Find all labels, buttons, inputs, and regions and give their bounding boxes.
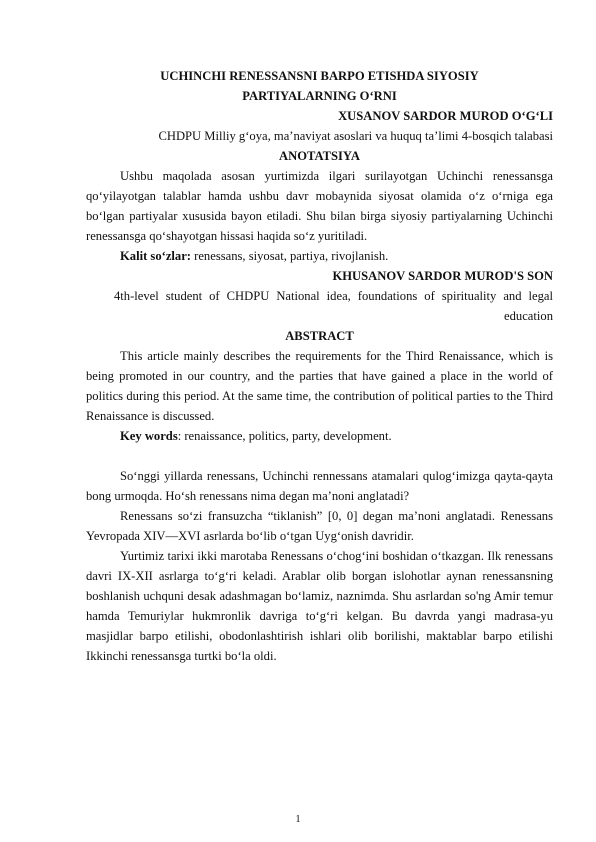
body-paragraph-1: So‘nggi yillarda renessans, Uchinchi rennessans atamalari qulog‘imizga qayta-qayta bong urmoqda. Ho‘sh renessans nima degan ma’noni anglatadi? — [86, 469, 553, 503]
affiliation-en: 4th-level student of CHDPU National idea, foundations of spirituality and legal education — [114, 289, 553, 323]
page-number: 1 — [295, 814, 301, 825]
keywords-label-en: Key words — [120, 429, 178, 443]
page-content — [86, 66, 553, 666]
abstract-heading-uz: ANOTATSIYA — [279, 149, 360, 163]
title-line-2: PARTIYALARNING O‘RNI — [242, 89, 397, 103]
abstract-en: This article mainly describes the requirements for the Third Renaissance, which is being promoted in our country, and the parties that have gained a place in the world of politics during this period. At the same time, the contribution of political parties to the Third Renaissance is discussed. — [86, 349, 553, 423]
title-line-1: UCHINCHI RENESSANSNI BARPO ETISHDA SIYOSIY — [160, 69, 479, 83]
abstract-heading-en: ABSTRACT — [285, 329, 354, 343]
affiliation-uz: CHDPU Milliy g‘oya, ma’naviyat asoslari va huquq ta’limi 4-bosqich talabasi — [158, 129, 553, 143]
keywords-label-uz: Kalit so‘zlar: — [120, 249, 191, 263]
paragraph-gap — [86, 446, 553, 466]
body-paragraph-2: Renessans so‘zi fransuzcha “tiklanish” [0, 0] degan ma’noni anglatadi. Renessans Yevropada XIV—XVI asrlarda bo‘lib o‘tgan Uyg‘onish davridir. — [86, 509, 553, 543]
author-uz: XUSANOV SARDOR MUROD O‘G‘LI — [338, 109, 553, 123]
keywords-en — [86, 426, 553, 446]
abstract-uz: Ushbu maqolada asosan yurtimizda ilgari surilayotgan Uchinchi renessansga qo‘yilayotgan talablar hamda ushbu davr mobaynida siyosat olamida o‘z o‘rniga ega bo‘lgan partiyalar xususida bayon etiladi. Shu bilan birga siyosiy partiyalarning Uchinchi renessansga qo‘shayotgan hissasi haqida so‘z yuritiladi. — [86, 169, 553, 243]
author-en: KHUSANOV SARDOR MUROD'S SON — [332, 269, 553, 283]
body-paragraph-3: Yurtimiz tarixi ikki marotaba Renessans o‘chog‘ini boshidan o‘tkazgan. Ilk renessans davri IX-XII asrlarga to‘g‘ri keladi. Arablar olib borgan islohotlar aynan renessansning boshlanish uchquni desak adashmagan bo‘lamiz, naznimda. Shu asrlardan so'ng Amir temur hamda Temuriylar hukmronlik davriga to‘g‘ri kelgan. Bu davrda yangi madrasa-yu masjidlar barpo etilishi, obodonlashtirish ishlari olib borilishi, maktablar barpo etilishi Ikkinchi renessansga turtki bo‘la oldi. — [86, 549, 553, 663]
keywords-uz — [86, 246, 553, 266]
keywords-text-en: : renaissance, politics, party, development. — [177, 429, 392, 443]
keywords-text-uz: renessans, siyosat, partiya, rivojlanish. — [191, 249, 389, 263]
